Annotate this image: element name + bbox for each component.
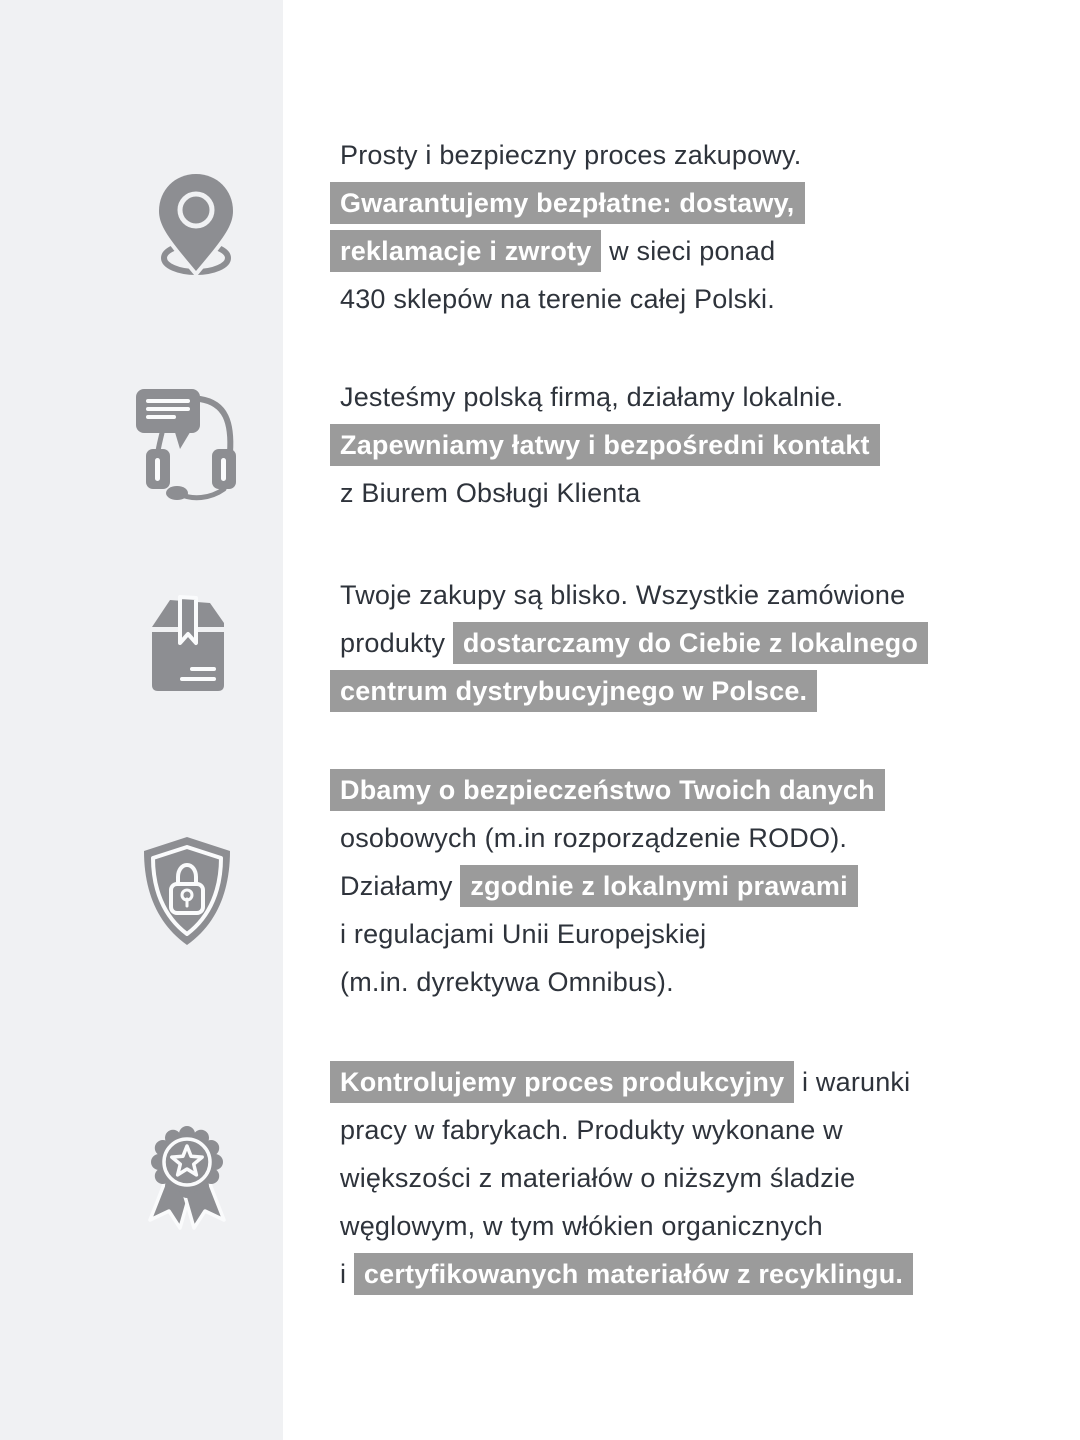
plain-text: pracy w fabrykach. Produkty wykonane w bbox=[340, 1114, 843, 1145]
plain-text: Jesteśmy polską firmą, działamy lokalnie. bbox=[340, 381, 844, 412]
shield-lock-icon bbox=[138, 833, 236, 951]
text-line bbox=[340, 619, 928, 667]
text-line bbox=[340, 910, 885, 958]
text-line bbox=[340, 814, 885, 862]
highlighted-text: certyfikowanych materiałów z recyklingu. bbox=[354, 1253, 913, 1295]
feature-text-block bbox=[340, 766, 885, 1006]
plain-text: 430 sklepów na terenie całej Polski. bbox=[340, 283, 775, 314]
headset-chat-icon bbox=[130, 383, 240, 501]
text-line bbox=[340, 1202, 913, 1250]
highlighted-text: Dbamy o bezpieczeństwo Twoich danych bbox=[330, 769, 885, 811]
plain-text: (m.in. dyrektywa Omnibus). bbox=[340, 966, 674, 997]
plain-text: Prosty i bezpieczny proces zakupowy. bbox=[340, 139, 802, 170]
highlighted-text: Gwarantujemy bezpłatne: dostawy, bbox=[330, 182, 805, 224]
plain-text: węglowym, w tym włókien organicznych bbox=[340, 1210, 823, 1241]
text-line bbox=[340, 421, 880, 469]
highlighted-text: centrum dystrybucyjnego w Polsce. bbox=[330, 670, 817, 712]
text-line bbox=[340, 179, 805, 227]
feature-text-block bbox=[340, 571, 928, 715]
plain-text: z Biurem Obsługi Klienta bbox=[340, 477, 641, 508]
text-line bbox=[340, 227, 805, 275]
text-line bbox=[340, 1250, 913, 1298]
plain-text: Twoje zakupy są blisko. Wszystkie zamówione bbox=[340, 579, 906, 610]
plain-text: większości z materiałów o niższym śladzie bbox=[340, 1162, 856, 1193]
text-line bbox=[340, 571, 928, 619]
feature-text-block bbox=[340, 373, 880, 517]
plain-text: i warunki bbox=[794, 1066, 911, 1097]
highlighted-text: reklamacje i zwroty bbox=[330, 230, 601, 272]
plain-text: i bbox=[340, 1258, 354, 1289]
feature-text-block bbox=[340, 1058, 913, 1298]
text-line bbox=[340, 766, 885, 814]
award-ribbon-icon bbox=[138, 1116, 236, 1238]
location-pin-icon bbox=[148, 168, 244, 280]
text-line bbox=[340, 373, 880, 421]
highlighted-text: Kontrolujemy proces produkcyjny bbox=[330, 1061, 794, 1103]
package-icon bbox=[146, 591, 230, 695]
plain-text: w sieci ponad bbox=[601, 235, 776, 266]
text-line bbox=[340, 958, 885, 1006]
text-line bbox=[340, 1106, 913, 1154]
highlighted-text: zgodnie z lokalnymi prawami bbox=[460, 865, 857, 907]
plain-text: i regulacjami Unii Europejskiej bbox=[340, 918, 707, 949]
text-line bbox=[340, 1154, 913, 1202]
highlighted-text: Zapewniamy łatwy i bezpośredni kontakt bbox=[330, 424, 880, 466]
feature-text-block bbox=[340, 131, 805, 323]
plain-text: Działamy bbox=[340, 870, 461, 901]
plain-text: osobowych (m.in rozporządzenie RODO). bbox=[340, 822, 848, 853]
text-line bbox=[340, 275, 805, 323]
text-line bbox=[340, 667, 928, 715]
text-line bbox=[340, 131, 805, 179]
text-line bbox=[340, 862, 885, 910]
text-line bbox=[340, 469, 880, 517]
plain-text: produkty bbox=[340, 627, 453, 658]
highlighted-text: dostarczamy do Ciebie z lokalnego bbox=[453, 622, 928, 664]
text-line bbox=[340, 1058, 913, 1106]
